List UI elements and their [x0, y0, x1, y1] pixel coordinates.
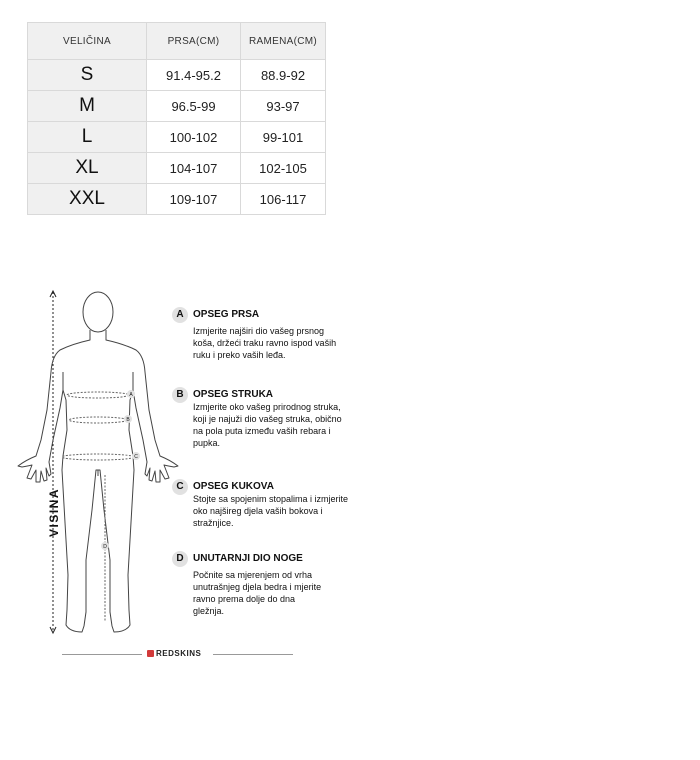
step-badge: D: [172, 551, 188, 567]
body-outline-illustration: [0, 280, 200, 640]
brand-logo: [147, 649, 201, 658]
svg-text:B: B: [126, 417, 130, 423]
measurement-lines: [62, 392, 134, 622]
step-badge: A: [172, 307, 188, 323]
size-cell: XXL: [28, 184, 147, 215]
marker-d: [101, 542, 109, 550]
step-description: Izmjerite najširi dio vašeg prsnog koša, držeći traku ravno ispod vaših ruku i preko vaših leđa.: [193, 326, 337, 360]
shoulders-cell: 102-105: [241, 153, 326, 184]
header-shoulders: RAMENA(CM): [241, 23, 326, 60]
svg-text:C: C: [134, 454, 138, 460]
chest-cell: 104-107: [147, 153, 241, 184]
svg-text:D: D: [103, 544, 107, 550]
human-silhouette: [18, 292, 178, 632]
shoulders-cell: 88.9-92: [241, 60, 326, 91]
size-cell: S: [28, 60, 147, 91]
header-chest: PRSA(CM): [147, 23, 241, 60]
table-row: [28, 91, 326, 122]
step-title: OPSEG PRSA: [193, 309, 260, 320]
height-arrow: [50, 291, 56, 633]
shoulders-cell: 93-97: [241, 91, 326, 122]
step-title: OPSEG STRUKA: [193, 389, 274, 400]
chest-cell: 100-102: [147, 122, 241, 153]
size-chart-table: [27, 22, 326, 215]
brand-mark-icon: [147, 650, 154, 657]
chest-cell: 109-107: [147, 184, 241, 215]
step-description: Izmjerite oko vašeg prirodnog struka, koji je najuži dio vašeg struka, obično na pola puta između vaših rebara i pupka.: [193, 402, 342, 448]
size-cell: XL: [28, 153, 147, 184]
marker-c: [132, 452, 140, 460]
table-row: [28, 184, 326, 215]
table-row: [28, 60, 326, 91]
shoulders-cell: 99-101: [241, 122, 326, 153]
brand-name: REDSKINS: [156, 649, 202, 658]
step-badge: B: [172, 387, 188, 403]
footer-divider-left: [62, 654, 142, 655]
footer-divider-right: [213, 654, 293, 655]
table-row: [28, 153, 326, 184]
step-title: OPSEG KUKOVA: [193, 481, 274, 492]
marker-b: [124, 415, 132, 423]
header-size: VELIČINA: [28, 23, 147, 60]
height-label: VISINA: [47, 487, 61, 537]
size-cell: L: [28, 122, 147, 153]
step-description: Stojte sa spojenim stopalima i izmjerite oko najšireg djela vaših bokova i stražnjice.: [193, 494, 349, 528]
table-row: [28, 122, 326, 153]
chest-cell: 96.5-99: [147, 91, 241, 122]
svg-text:A: A: [129, 392, 133, 398]
step-title: UNUTARNJI DIO NOGE: [193, 553, 303, 564]
shoulders-cell: 106-117: [241, 184, 326, 215]
size-cell: M: [28, 91, 147, 122]
step-badge: C: [172, 479, 188, 495]
step-description: Počnite sa mjerenjem od vrha unutrašnjeg djela bedra i mjerite ravno prema dolje do dna gležnja.: [193, 570, 322, 616]
chest-cell: 91.4-95.2: [147, 60, 241, 91]
marker-a: [127, 390, 135, 398]
table-header-row: [28, 23, 326, 60]
